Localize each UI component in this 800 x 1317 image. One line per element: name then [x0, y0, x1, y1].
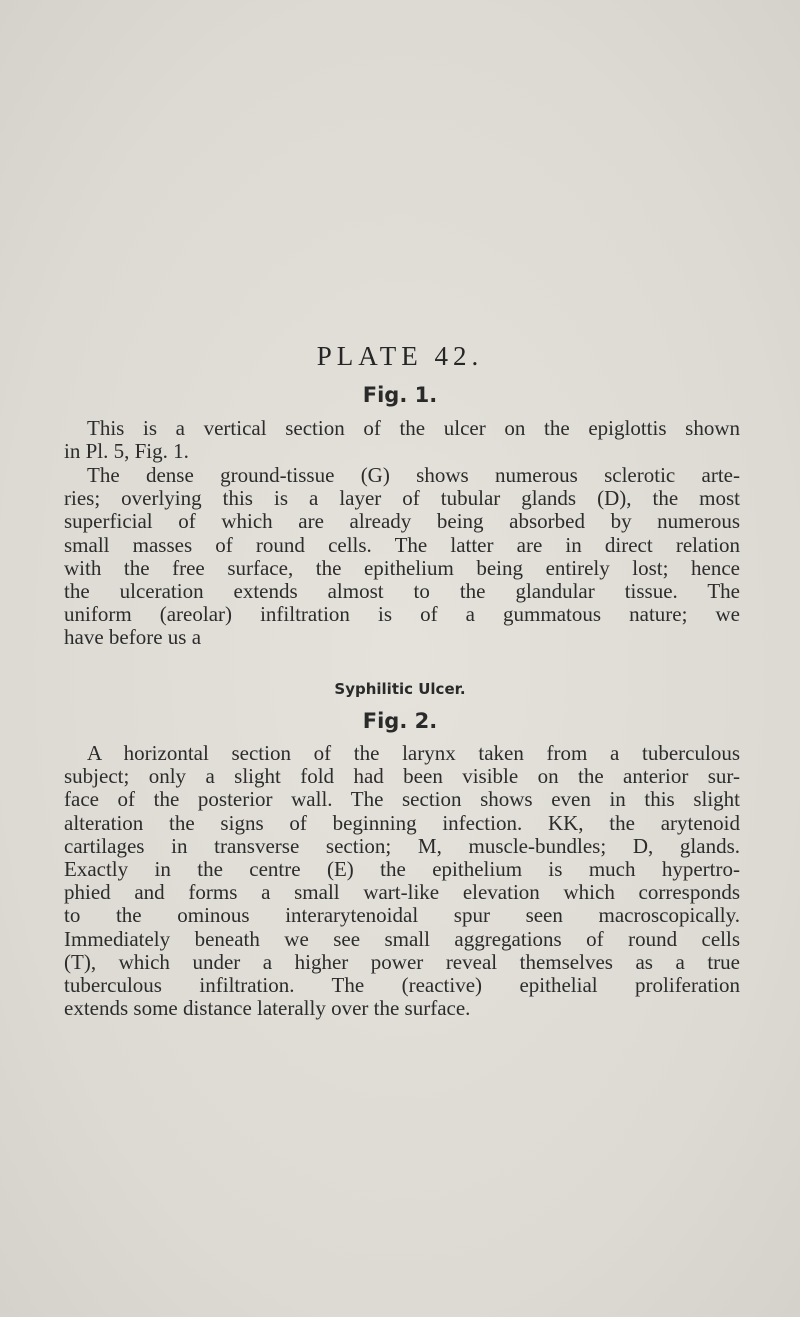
diagnosis-heading: Syphilitic Ulcer. — [334, 680, 466, 698]
text-line: Immediately beneath we see small aggregations of round cells — [64, 926, 740, 951]
fig-2-heading: Fig. 2. — [362, 709, 438, 733]
text-line: (T), which under a higher power reveal themselves as a true — [64, 949, 740, 974]
text-line: have before us a — [64, 625, 202, 650]
text-line: Exactly in the centre (E) the epithelium is much hypertro- — [64, 857, 740, 882]
fig-1-paragraph-2 — [64, 464, 740, 650]
text-line: superficial of which are already being absorbed by numerous — [64, 509, 740, 534]
text-line: phied and forms a small wart-like elevation which corresponds — [64, 880, 740, 905]
text-line: A horizontal section of the larynx taken from a tuberculous — [87, 741, 740, 765]
text-line: in Pl. 5, Fig. 1. — [64, 439, 189, 464]
fig-2-paragraph-1 — [64, 742, 740, 1020]
text-line: uniform (areolar) infiltration is of a gummatous nature; we — [64, 602, 740, 627]
text-line: to the ominous interarytenoidal spur seen macroscopically. — [64, 903, 740, 928]
fig-1-paragraph-1 — [64, 417, 740, 463]
text-line: alteration the signs of beginning infection. KK, the arytenoid — [64, 810, 740, 835]
text-line: The dense ground-tissue (G) shows numerous sclerotic arte- — [87, 463, 740, 487]
text-line: This is a vertical section of the ulcer on the epiglottis shown — [87, 416, 740, 440]
text-line: ries; overlying this is a layer of tubular glands (D), the most — [64, 486, 740, 511]
text-line: with the free surface, the epithelium being entirely lost; hence — [64, 555, 740, 580]
text-line: cartilages in transverse section; M, muscle-bundles; D, glands. — [64, 833, 740, 858]
text-line: subject; only a slight fold had been visible on the anterior sur- — [64, 764, 740, 789]
text-line: face of the posterior wall. The section shows even in this slight — [64, 787, 740, 812]
text-line: extends some distance laterally over the surface. — [64, 996, 471, 1021]
plate-title: PLATE 42. — [316, 341, 484, 371]
text-line: small masses of round cells. The latter are in direct relation — [64, 532, 740, 557]
text-line: the ulceration extends almost to the glandular tissue. The — [64, 579, 740, 604]
text-line: tuberculous infiltration. The (reactive) epithelial proliferation — [64, 973, 740, 998]
fig-1-heading: Fig. 1. — [362, 383, 438, 407]
